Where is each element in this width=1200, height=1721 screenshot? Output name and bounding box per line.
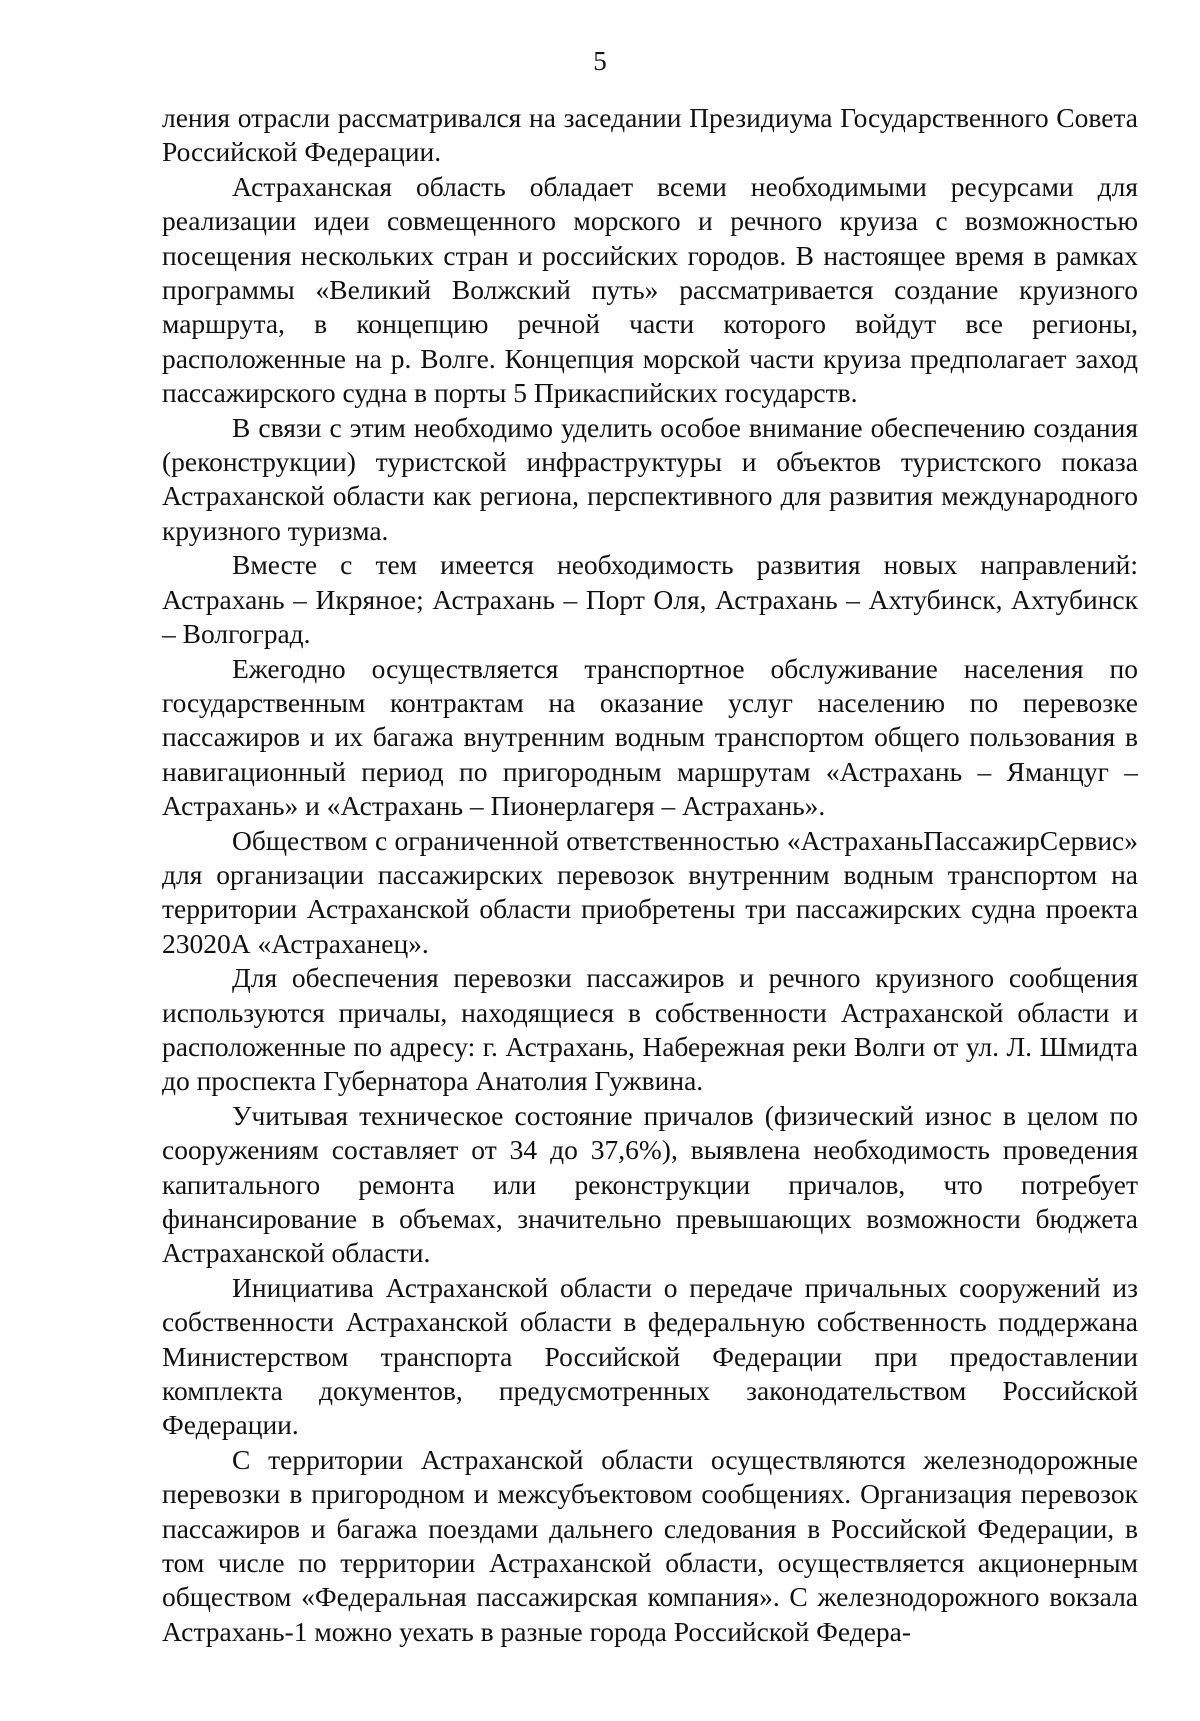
paragraph-transport-service: Ежегодно осуществляется транспортное обслуживание населения по государственным контрактам на оказание услуг населению по перевозке пассажиров и их багажа внутренним водным транспортом общего пользования в навигационный период по пригородным маршрутам «Астрахань – Яманцуг – Астрахань» и «Астрахань – Пионерлагеря – Астрахань». [162,652,1138,822]
paragraph-berths: Для обеспечения перевозки пассажиров и речного круизного сообщения используются причалы, находящиеся в собственности Астраханской области и расположенные по адресу: г. Астрахань, Набережная реки Волги от ул. Л. Шмидта до проспекта Губернатора Анатолия Гужвина. [162,962,1138,1097]
document-body [162,101,1138,1649]
paragraph-tourist-infrastructure: В связи с этим необходимо уделить особое внимание обеспечению создания (реконструкции) туристской инфраструктуры и объектов туристского показа Астраханской области как региона, перспективного для развития международного круизного туризма. [162,411,1138,546]
page-number: 5 [593,46,607,76]
paragraph-passenger-vessels: Обществом с ограниченной ответственностью «АстраханьПассажирСервис» для организации пассажирских перевозок внутренним водным транспортом на территории Астраханской области приобретены три пассажирских судна проекта 23020А «Астраханец». [162,824,1138,959]
paragraph-presidium-continuation: ления отрасли рассматривался на заседании Президиума Государственного Совета Российской Федерации. [162,102,1138,168]
paragraph-cruise-resources: Астраханская область обладает всеми необходимыми ресурсами для реализации идеи совмещенного морского и речного круиза с возможностью посещения нескольких стран и российских городов. В настоящее время в рамках программы «Великий Волжский путь» рассматривается создание круизного маршрута, в концепцию речной части которого войдут все регионы, расположенные на р. Волге. Концепция морской части круиза предполагает заход пассажирского судна в порты 5 Прикаспийских государств. [162,170,1138,409]
paragraph-transfer-initiative: Инициатива Астраханской области о передаче причальных сооружений из собственности Астраханской области в федеральную собственность поддержана Министерством транспорта Российской Федерации при предоставлении комплекта документов, предусмотренных законодательством Российской Федерации. [162,1271,1138,1441]
paragraph-berth-condition: Учитывая техническое состояние причалов (физический износ в целом по сооружениям составляет от 34 до 37,6%), выявлена необходимость проведения капитального ремонта или реконструкции причалов, что потребует финансирование в объемах, значительно превышающих возможности бюджета Астраханской области. [162,1099,1138,1269]
paragraph-railway: С территории Астраханской области осуществляются железнодорожные перевозки в пригородном и межсубъектовом сообщениях. Организация перевозок пассажиров и багажа поездами дальнего следования в Российской Федерации, в том числе по территории Астраханской области, осуществляется акционерным обществом «Федеральная пассажирская компания». С железнодорожного вокзала Астрахань-1 можно уехать в разные города Российской Федера- [162,1443,1138,1647]
paragraph-new-routes: Вместе с тем имеется необходимость развития новых направлений: Астрахань – Икряное; Астрахань – Порт Оля, Астрахань – Ахтубинск, Ахтубинск – Волгоград. [162,549,1138,650]
